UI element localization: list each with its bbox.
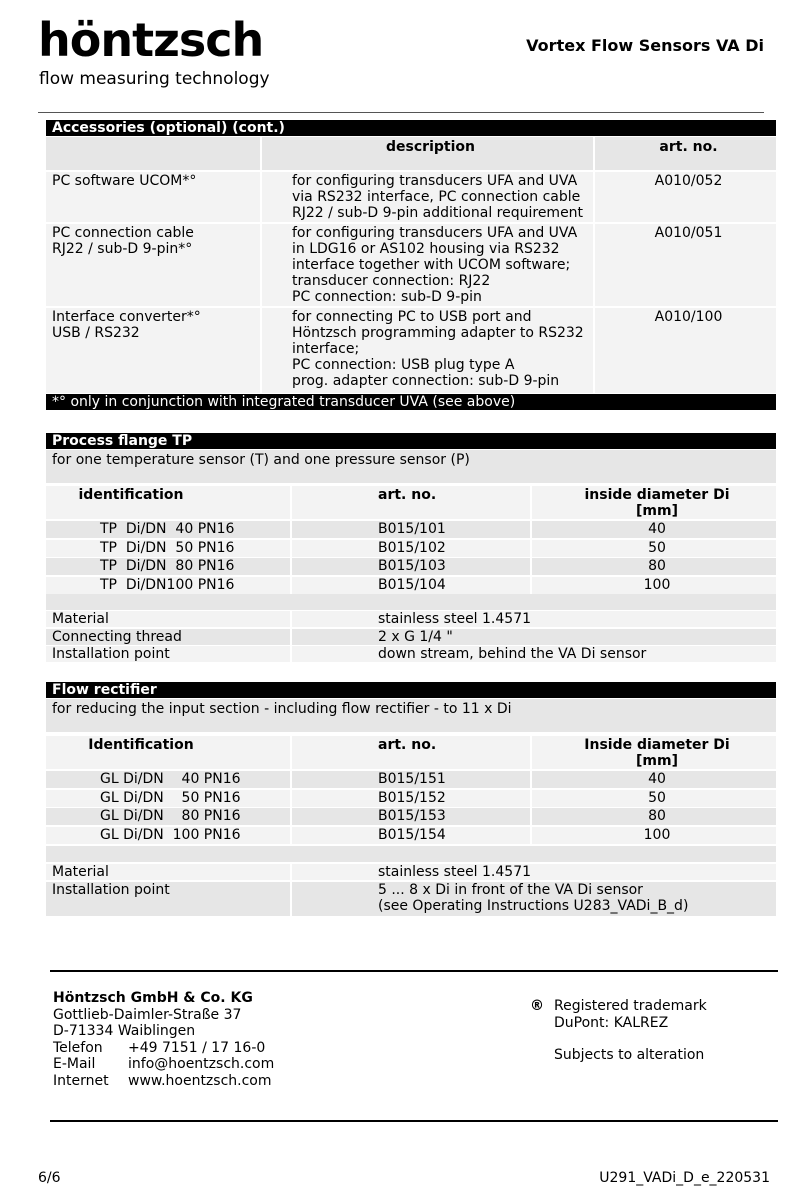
text-line: interface; <box>292 341 360 357</box>
table-row <box>46 577 776 594</box>
rectifier-col-id: Identification <box>46 736 292 769</box>
email-label: E-Mail <box>53 1056 96 1072</box>
table-row <box>46 827 776 844</box>
row-inside-diameter: 100 <box>532 577 776 594</box>
rectifier-subtitle-row <box>46 699 776 732</box>
spacer-row <box>46 594 776 610</box>
trademark-block <box>530 998 707 1064</box>
table-row <box>46 558 776 575</box>
document-title: Vortex Flow Sensors VA Di <box>526 36 764 55</box>
row-art-no: B015/153 <box>292 808 532 825</box>
company-logo: höntzsch <box>38 13 264 67</box>
table-row <box>46 790 776 807</box>
flange-subtitle: for one temperature sensor (T) and one pressure sensor (P) <box>46 450 776 483</box>
accessory-description <box>262 172 595 222</box>
document-id: U291_VADi_D_e_220531 <box>599 1170 770 1186</box>
row-art-no: B015/151 <box>292 771 532 788</box>
text-line: USB / RS232 <box>52 325 140 341</box>
web-label: Internet <box>53 1072 109 1089</box>
row-inside-diameter: 80 <box>532 558 776 575</box>
text-line: via RS232 interface, PC connection cable <box>292 189 581 205</box>
text-line: PC connection: USB plug type A <box>292 357 515 373</box>
table-row <box>46 540 776 557</box>
company-street: Gottlieb-Daimler-Straße 37 <box>53 1006 242 1023</box>
accessories-title: Accessories (optional) (cont.) <box>46 120 776 136</box>
registered-icon: ® <box>530 998 544 1014</box>
property-label: Material <box>46 611 292 627</box>
company-address <box>53 990 274 1089</box>
rectifier-title: Flow rectifier <box>46 682 776 698</box>
property-label: Material <box>46 864 292 880</box>
accessory-name <box>46 172 262 222</box>
row-art-no: B015/104 <box>292 577 532 594</box>
text-line: PC connection: sub-D 9-pin <box>292 289 482 305</box>
row-inside-diameter: 50 <box>532 540 776 557</box>
flange-col-id: identification <box>46 486 292 519</box>
flange-col-art: art. no. <box>292 486 532 519</box>
property-value: stainless steel 1.4571 <box>292 611 776 627</box>
text-line: 5 ... 8 x Di in front of the VA Di sensor <box>378 882 643 898</box>
property-value <box>292 864 776 880</box>
row-identification: GL Di/DN 80 PN16 <box>46 808 292 825</box>
row-art-no: B015/103 <box>292 558 532 575</box>
text-line: for configuring transducers UFA and UVA <box>292 173 578 189</box>
row-identification: GL Di/DN 40 PN16 <box>46 771 292 788</box>
text-line: RJ22 / sub-D 9-pin additional requirement <box>292 205 584 221</box>
phone-value: +49 7151 / 17 16-0 <box>128 1039 266 1056</box>
accessory-row <box>46 224 776 306</box>
text-line: transducer connection: RJ22 <box>292 273 491 289</box>
row-art-no: B015/102 <box>292 540 532 557</box>
row-art-no: B015/101 <box>292 521 532 538</box>
email-line <box>53 1056 274 1073</box>
trademark-owner: DuPont: KALREZ <box>554 1014 669 1031</box>
footer-divider-top <box>50 970 778 972</box>
email-link[interactable]: info@hoentzsch.com <box>128 1056 275 1072</box>
rectifier-subtitle: for reducing the input section - including flow rectifier - to 11 x Di <box>46 699 776 732</box>
row-inside-diameter: 40 <box>532 521 776 538</box>
property-row <box>46 611 776 627</box>
rectifier-col-di <box>532 736 776 769</box>
table-row <box>46 808 776 825</box>
rectifier-col-di-unit: [mm] <box>636 753 678 769</box>
accessory-row <box>46 308 776 393</box>
text-line: for connecting PC to USB port and <box>292 309 532 325</box>
text-line: prog. adapter connection: sub-D 9-pin <box>292 373 560 389</box>
property-row <box>46 864 776 880</box>
accessories-header-row <box>46 137 776 170</box>
property-label: Connecting thread <box>46 629 292 645</box>
flange-col-di-unit: [mm] <box>636 503 678 519</box>
flange-col-di <box>532 486 776 519</box>
property-row <box>46 646 776 662</box>
row-inside-diameter: 50 <box>532 790 776 807</box>
property-row <box>46 882 776 916</box>
row-identification: TP Di/DN100 PN16 <box>46 577 292 594</box>
row-identification: TP Di/DN 80 PN16 <box>46 558 292 575</box>
accessory-name <box>46 224 262 306</box>
accessories-footnote: *° only in conjunction with integrated transducer UVA (see above) <box>46 394 776 410</box>
row-identification: TP Di/DN 40 PN16 <box>46 521 292 538</box>
web-link[interactable]: www.hoentzsch.com <box>128 1072 272 1089</box>
accessory-name <box>46 308 262 393</box>
property-row <box>46 629 776 645</box>
property-label: Installation point <box>46 882 292 916</box>
text-line: PC connection cable <box>52 225 194 241</box>
flange-col-di-label: inside diameter Di <box>584 487 730 503</box>
flange-subtitle-row <box>46 450 776 483</box>
alteration-note: Subjects to alteration <box>554 1047 705 1063</box>
web-line <box>53 1073 274 1090</box>
rectifier-col-di-label: Inside diameter Di <box>584 737 730 753</box>
accessory-description <box>262 224 595 306</box>
property-value: 2 x G 1/4 " <box>292 629 776 645</box>
row-inside-diameter: 80 <box>532 808 776 825</box>
company-city: D-71334 Waiblingen <box>53 1023 196 1039</box>
row-inside-diameter: 40 <box>532 771 776 788</box>
text-line: Höntzsch programming adapter to RS232 <box>292 325 584 341</box>
accessory-art-no: A010/100 <box>595 308 776 393</box>
rectifier-col-art: art. no. <box>292 736 532 769</box>
page-number: 6/6 <box>38 1170 61 1186</box>
text-line: interface together with UCOM software; <box>292 257 571 273</box>
col-art-header: art. no. <box>595 137 776 170</box>
text-line: in LDG16 or AS102 housing via RS232 <box>292 241 560 257</box>
flange-header-row <box>46 486 776 519</box>
trademark-text: Registered trademark <box>554 998 707 1014</box>
property-value <box>292 882 776 916</box>
spacer-row <box>46 846 776 862</box>
property-value: down stream, behind the VA Di sensor <box>292 646 776 662</box>
row-identification: GL Di/DN 50 PN16 <box>46 790 292 807</box>
rectifier-header-row <box>46 736 776 769</box>
footer-divider-bottom <box>50 1120 778 1122</box>
flange-title: Process flange TP <box>46 433 776 449</box>
text-line: Interface converter*° <box>52 309 201 325</box>
phone-label: Telefon <box>53 1039 103 1056</box>
text-line: RJ22 / sub-D 9-pin*° <box>52 241 193 257</box>
accessory-description <box>262 308 595 393</box>
row-art-no: B015/154 <box>292 827 532 844</box>
row-art-no: B015/152 <box>292 790 532 807</box>
accessory-art-no: A010/051 <box>595 224 776 306</box>
accessory-row <box>46 172 776 222</box>
property-label: Installation point <box>46 646 292 662</box>
phone-line <box>53 1040 274 1057</box>
logo-tagline: flow measuring technology <box>39 69 270 89</box>
col-description-header: description <box>262 137 595 170</box>
accessory-art-no: A010/052 <box>595 172 776 222</box>
company-name: Höntzsch GmbH & Co. KG <box>53 990 253 1006</box>
text-line: for configuring transducers UFA and UVA <box>292 225 578 241</box>
row-identification: TP Di/DN 50 PN16 <box>46 540 292 557</box>
row-identification: GL Di/DN 100 PN16 <box>46 827 292 844</box>
header-divider <box>38 112 764 113</box>
table-row <box>46 771 776 788</box>
text-line: stainless steel 1.4571 <box>378 864 532 880</box>
row-inside-diameter: 100 <box>532 827 776 844</box>
text-line: (see Operating Instructions U283_VADi_B_d) <box>378 898 689 914</box>
table-row <box>46 521 776 538</box>
text-line: PC software UCOM*° <box>52 173 197 189</box>
